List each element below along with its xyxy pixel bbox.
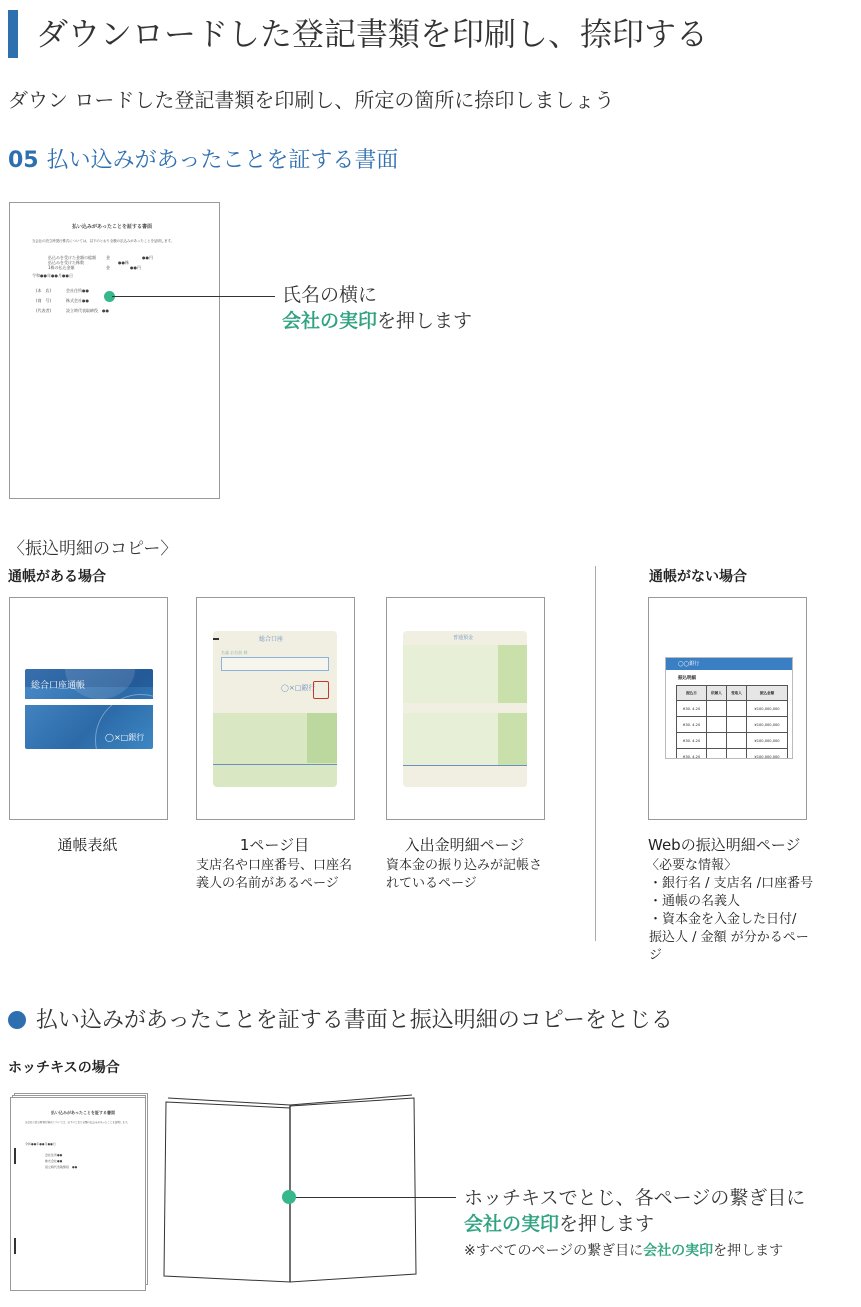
page-subtitle: ダウン ロードした登記書類を印刷し、所定の箇所に捺印しましょう	[8, 88, 615, 112]
section-05-heading	[8, 143, 398, 174]
binding-instruction-rest: を押します	[559, 1213, 655, 1235]
web-needed-item-2: ・通帳の名義人	[649, 894, 741, 909]
stacked-doc-sig-3: 設立時代表取締役 ●●	[45, 1165, 78, 1169]
binding-instruction-line2	[464, 1211, 805, 1237]
title-accent-bar	[8, 10, 18, 58]
page-title: ダウンロードした登記書類を印刷し、捺印する	[36, 15, 709, 53]
doc-sig-2-label: (商 号)	[36, 298, 52, 303]
web-table-title: 振込明細	[678, 676, 696, 681]
statement-page-card	[386, 597, 545, 820]
first-page-image	[213, 631, 337, 787]
web-transfer-table	[676, 685, 788, 759]
first-page-caption: 1ページ目	[239, 836, 310, 854]
with-passbook-heading: 通帳がある場合	[8, 569, 106, 585]
stacked-doc-heading: 払い込みがあったことを証する書面	[51, 1110, 115, 1115]
doc-date: 令和●●年●●月●●日	[32, 273, 73, 278]
first-page-desc: 支店名や口座番号、口座名義人の名前があるページ	[196, 858, 353, 891]
table-row: H30. 4.20 ¥100,000,000	[677, 733, 788, 749]
statement-page-caption: 入出金明細ページ	[404, 836, 525, 854]
bullet-icon	[8, 1011, 26, 1029]
doc-sig-1-value: 会社住所●●	[66, 288, 89, 293]
seal-marker-dot-binding	[282, 1190, 296, 1204]
web-col-sender: 依頼人	[706, 686, 726, 701]
passbook-cover-label: 総合口座通帳	[31, 681, 86, 691]
bank-seal-icon	[313, 681, 329, 699]
seal-instruction-rest: を押します	[377, 310, 473, 332]
callout-line	[112, 296, 275, 297]
web-bank-header	[666, 658, 792, 670]
transfer-copy-heading: 〈振込明細のコピー〉	[8, 539, 178, 559]
web-statement-caption: Webの振込明細ページ	[648, 836, 801, 854]
binding-title: 払い込みがあったことを証する書面と振込明細のコピーをとじる	[36, 1008, 673, 1033]
passbook-cover-card	[9, 597, 168, 820]
stacked-doc-intro: 当会社の設立時発行株式については、以下のとおり全額の払込みがあったことを証明します。	[25, 1121, 130, 1124]
stacked-doc-sig-2: 株式会社●●	[45, 1159, 63, 1163]
web-needed-item-3: ・資本金を入金した日付/ 振込人 / 金額 が分かるページ	[649, 912, 809, 963]
doc-intro: 当会社の設立時発行株式については、以下のとおり全額の払込みがあったことを証明します。	[32, 239, 175, 243]
stacked-doc-front	[10, 1097, 146, 1291]
web-bank-label: ◯◯銀行	[678, 661, 700, 667]
web-statement-image	[665, 657, 793, 759]
table-row: H30. 4.20 ¥100,000,000	[677, 701, 788, 717]
web-table-header	[677, 686, 788, 701]
web-statement-card	[648, 597, 807, 820]
first-page-label: 総合口座	[259, 636, 284, 643]
first-page-field-hint: 名義 お名前 様	[221, 650, 248, 655]
binding-note-accent: 会社の実印	[643, 1243, 714, 1259]
doc-row-1-label: 払込みを受けた金額の総額	[48, 255, 96, 260]
doc-row-3-v1: 金	[106, 265, 110, 270]
doc-sig-3-label: (代表者)	[36, 308, 52, 313]
doc-sig-3-value: 設立時代表取締役 ●●	[66, 308, 109, 313]
web-needed-heading: 〈必要な情報〉	[646, 858, 738, 873]
table-row: H30. 4.20 ¥100,000,000	[677, 717, 788, 733]
doc-row-1-v1: 金	[106, 255, 110, 260]
doc-row-2-v1: ●●株	[118, 260, 129, 265]
binding-instruction	[464, 1185, 805, 1237]
binding-callout-line	[296, 1197, 456, 1198]
staple-bottom	[14, 1238, 16, 1254]
statement-page-desc: 資本金の振り込みが記帳されているページ	[386, 858, 543, 891]
first-page-card	[196, 597, 355, 820]
stacked-doc-sig-1: 会社住所●●	[45, 1153, 63, 1157]
doc-sig-1-label: (本 店)	[36, 288, 52, 293]
binding-note-post: を押します	[713, 1243, 784, 1259]
seal-instruction	[282, 282, 472, 334]
payment-proof-document	[9, 202, 220, 499]
statement-page-label: 普通預金	[453, 635, 474, 641]
binding-heading	[8, 1003, 673, 1034]
table-row: H30. 4.20 ¥100,000,000	[677, 749, 788, 760]
staple-top	[14, 1148, 16, 1164]
seal-instruction-line2	[282, 308, 472, 334]
section-divider	[595, 566, 596, 941]
passbook-cover-bank: ◯×□銀行	[105, 733, 145, 742]
binding-note	[464, 1240, 783, 1260]
section-number: 05	[8, 148, 39, 173]
statement-page-image	[403, 631, 527, 787]
doc-row-1-v2: ●●円	[142, 255, 153, 260]
passbook-cover-image	[25, 669, 153, 749]
doc-sig-2-value: 株式会社●●	[66, 298, 89, 303]
stacked-doc-date: 令和●●年●●月●●日	[25, 1142, 56, 1146]
without-passbook-heading: 通帳がない場合	[649, 569, 747, 585]
passbook-cover-caption: 通帳表紙	[57, 836, 118, 854]
company-seal-accent: 会社の実印	[282, 310, 378, 332]
first-page-bank: ◯×□銀行	[281, 684, 316, 692]
section-title: 払い込みがあったことを証する書面	[46, 148, 399, 173]
binding-company-seal-accent: 会社の実印	[464, 1213, 560, 1235]
web-col-receiver: 受取人	[726, 686, 746, 701]
doc-row-3-label: 1株の払込金額	[48, 265, 75, 270]
doc-row-3-v2: ●●円	[130, 265, 141, 270]
web-col-date: 振込日	[677, 686, 707, 701]
binding-note-pre: ※すべてのページの繋ぎ目に	[464, 1243, 644, 1259]
seal-instruction-line1: 氏名の横に	[282, 284, 378, 306]
stapler-case-heading: ホッチキスの場合	[8, 1060, 120, 1076]
doc-heading: 払い込みがあったことを証する書面	[72, 224, 152, 230]
doc-row-2-label: 払込みを受けた株数	[48, 260, 84, 265]
web-needed-item-1: ・銀行名 / 支店名 /口座番号	[649, 876, 814, 891]
web-col-amount: 振込金額	[747, 686, 788, 701]
binding-instruction-line1: ホッチキスでとじ、各ページの繋ぎ目に	[464, 1187, 806, 1209]
